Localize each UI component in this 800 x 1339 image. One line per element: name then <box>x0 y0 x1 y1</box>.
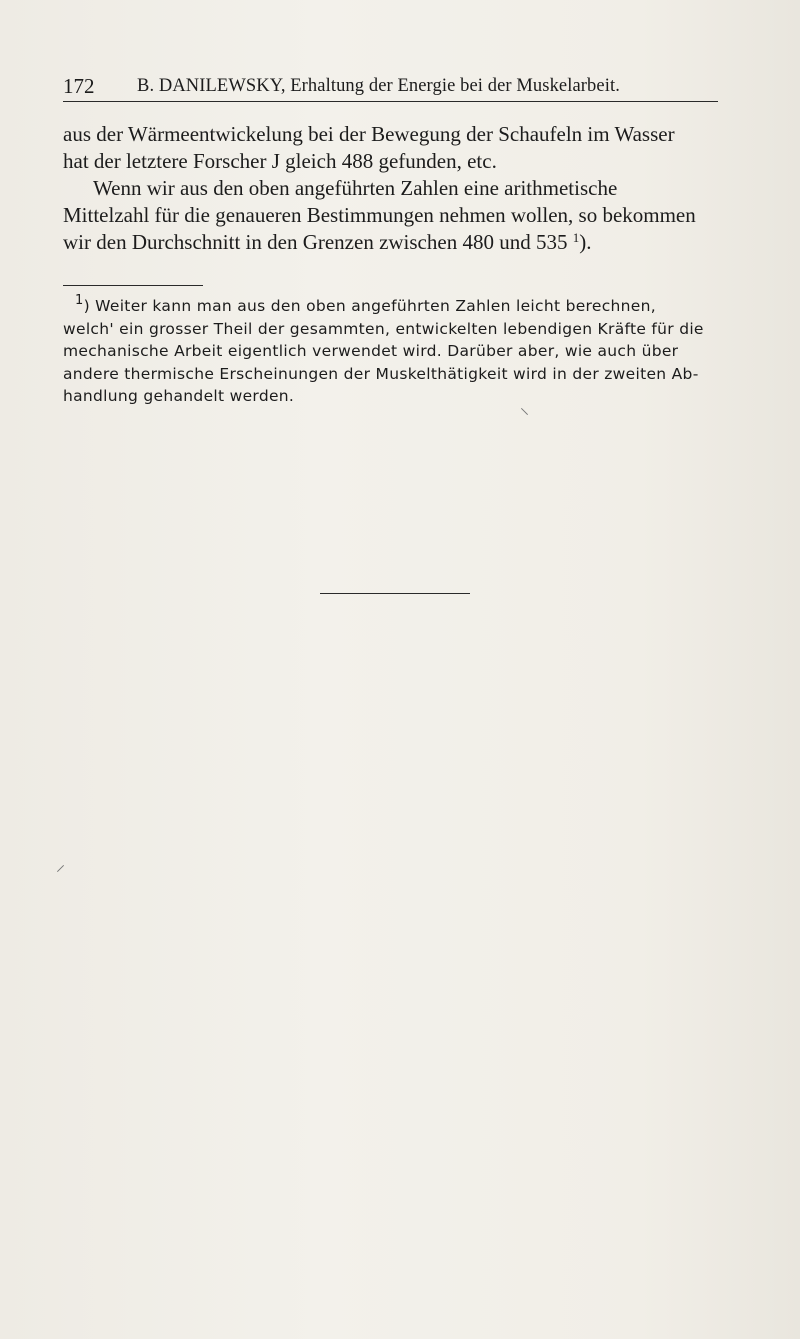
page-number: 172 <box>63 74 95 98</box>
footnote-rule <box>63 285 203 286</box>
body-line-with-footnote-ref <box>63 229 743 256</box>
body-line-end: ). <box>579 230 592 254</box>
body-line: hat der letztere Forscher J gleich 488 gefunden, etc. <box>63 149 497 173</box>
end-rule <box>320 593 470 594</box>
body-line: Mittelzahl für die genaueren Bestimmungen nehmen wollen, so bekommen <box>63 203 696 227</box>
page-header <box>63 74 723 104</box>
body-line: Wenn wir aus den oben angeführten Zahlen eine arithmetische <box>93 176 618 200</box>
header-rule <box>63 101 718 102</box>
footnote-line <box>63 295 753 318</box>
footnote-line-text: ) Weiter kann man aus den oben angeführten Zahlen leicht berechnen, <box>83 297 656 315</box>
footnote-line: welch' ein grosser Theil der gesammten, entwickelten lebendigen Kräfte für die <box>63 319 704 338</box>
footnote-line: handlung gehandelt werden. <box>63 387 295 405</box>
footnote-line: andere thermische Erscheinungen der Muskelthätigkeit wird in der zweiten Ab- <box>63 364 699 383</box>
body-line-text: wir den Durchschnitt in den Grenzen zwischen 480 und 535 <box>63 230 568 254</box>
paper-mark <box>521 408 528 415</box>
footnote-line: mechanische Arbeit eigentlich verwendet wird. Darüber aber, wie auch über <box>63 342 679 360</box>
body-line: aus der Wärmeentwickelung bei der Bewegung der Schaufeln im Wasser <box>63 122 675 146</box>
body-paragraphs <box>63 121 743 256</box>
running-title: B. DANILEWSKY, Erhaltung der Energie bei der Muskelarbeit. <box>137 76 620 96</box>
footnote <box>63 295 753 408</box>
footnote-reference: 1 <box>572 230 580 245</box>
footnote-marker: 1 <box>75 293 84 308</box>
paper-mark <box>57 865 64 872</box>
